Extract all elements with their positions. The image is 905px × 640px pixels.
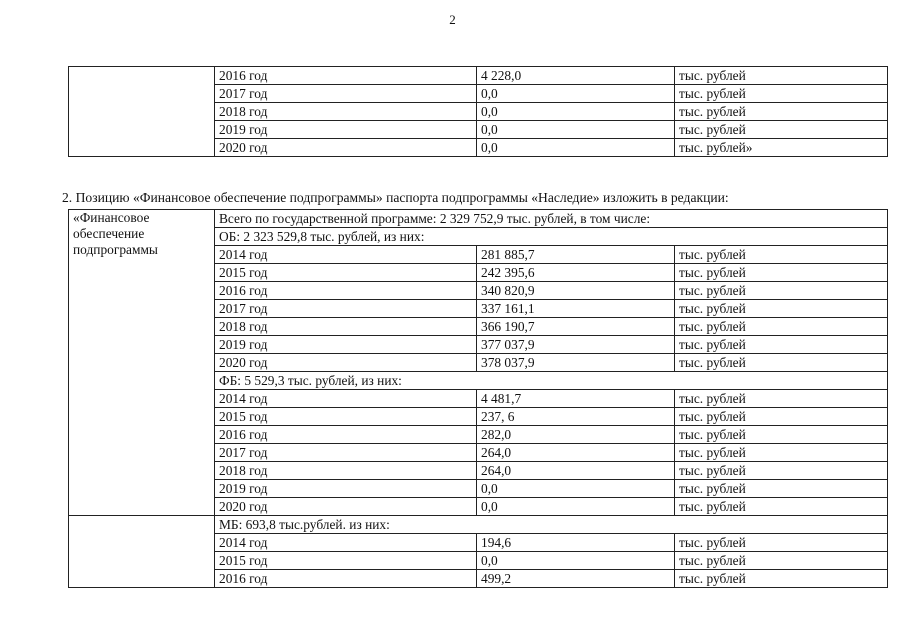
value-cell: 499,2 [477,570,675,588]
value-cell: 4 481,7 [477,390,675,408]
value-cell: 0,0 [477,139,675,157]
unit-cell: тыс. рублей [675,67,888,85]
year-cell: 2019 год [215,480,477,498]
unit-cell: тыс. рублей [675,121,888,139]
label-cell-blank [69,67,215,157]
year-cell: 2018 год [215,103,477,121]
year-cell: 2017 год [215,85,477,103]
unit-cell: тыс. рублей [675,300,888,318]
year-cell: 2014 год [215,534,477,552]
unit-cell: тыс. рублей [675,318,888,336]
ob-header: ОБ: 2 323 529,8 тыс. рублей, из них: [215,228,888,246]
unit-cell: тыс. рублей [675,552,888,570]
unit-cell: тыс. рублей [675,480,888,498]
value-cell: 264,0 [477,462,675,480]
year-cell: 2018 год [215,318,477,336]
total-line: Всего по государственной программе: 2 329 752,9 тыс. рублей, в том числе: [215,210,888,228]
value-cell: 281 885,7 [477,246,675,264]
unit-cell: тыс. рублей» [675,139,888,157]
unit-cell: тыс. рублей [675,85,888,103]
total-line-row [69,210,888,228]
unit-cell: тыс. рублей [675,498,888,516]
unit-cell: тыс. рублей [675,390,888,408]
year-cell: 2016 год [215,426,477,444]
table-row [69,67,888,85]
label-cell-blank [69,516,215,588]
year-cell: 2015 год [215,552,477,570]
year-cell: 2018 год [215,462,477,480]
unit-cell: тыс. рублей [675,444,888,462]
year-cell: 2020 год [215,354,477,372]
year-cell: 2015 год [215,408,477,426]
value-cell: 377 037,9 [477,336,675,354]
value-cell: 282,0 [477,426,675,444]
value-cell: 0,0 [477,103,675,121]
unit-cell: тыс. рублей [675,354,888,372]
section-label-cell [69,210,215,516]
value-cell: 0,0 [477,552,675,570]
value-cell: 337 161,1 [477,300,675,318]
year-cell: 2019 год [215,336,477,354]
value-cell: 340 820,9 [477,282,675,300]
instruction-paragraph: 2. Позицию «Финансовое обеспечение подпрограммы» паспорта подпрограммы «Наследие» изложить в редакции: [62,190,729,205]
unit-cell: тыс. рублей [675,570,888,588]
fb-header: ФБ: 5 529,3 тыс. рублей, из них: [215,372,888,390]
value-cell: 366 190,7 [477,318,675,336]
year-cell: 2015 год [215,264,477,282]
value-cell: 0,0 [477,498,675,516]
year-cell: 2020 год [215,139,477,157]
year-cell: 2016 год [215,282,477,300]
value-cell: 264,0 [477,444,675,462]
unit-cell: тыс. рублей [675,426,888,444]
year-cell: 2017 год [215,300,477,318]
mb-header-row [69,516,888,534]
value-cell: 0,0 [477,480,675,498]
main-funding-table [68,209,888,588]
year-cell: 2016 год [215,67,477,85]
page-number: 2 [449,12,456,27]
year-cell: 2019 год [215,121,477,139]
unit-cell: тыс. рублей [675,336,888,354]
section-label-line: обеспечение [73,226,145,241]
value-cell: 237, 6 [477,408,675,426]
section-label-line: подпрограммы [73,242,158,257]
top-funding-table [68,66,888,157]
year-cell: 2014 год [215,246,477,264]
unit-cell: тыс. рублей [675,408,888,426]
value-cell: 0,0 [477,121,675,139]
unit-cell: тыс. рублей [675,103,888,121]
unit-cell: тыс. рублей [675,282,888,300]
value-cell: 378 037,9 [477,354,675,372]
unit-cell: тыс. рублей [675,264,888,282]
year-cell: 2020 год [215,498,477,516]
unit-cell: тыс. рублей [675,462,888,480]
year-cell: 2017 год [215,444,477,462]
unit-cell: тыс. рублей [675,534,888,552]
value-cell: 4 228,0 [477,67,675,85]
year-cell: 2014 год [215,390,477,408]
mb-header: МБ: 693,8 тыс.рублей. из них: [215,516,888,534]
unit-cell: тыс. рублей [675,246,888,264]
value-cell: 194,6 [477,534,675,552]
section-label-line: «Финансовое [73,210,150,225]
value-cell: 242 395,6 [477,264,675,282]
value-cell: 0,0 [477,85,675,103]
year-cell: 2016 год [215,570,477,588]
